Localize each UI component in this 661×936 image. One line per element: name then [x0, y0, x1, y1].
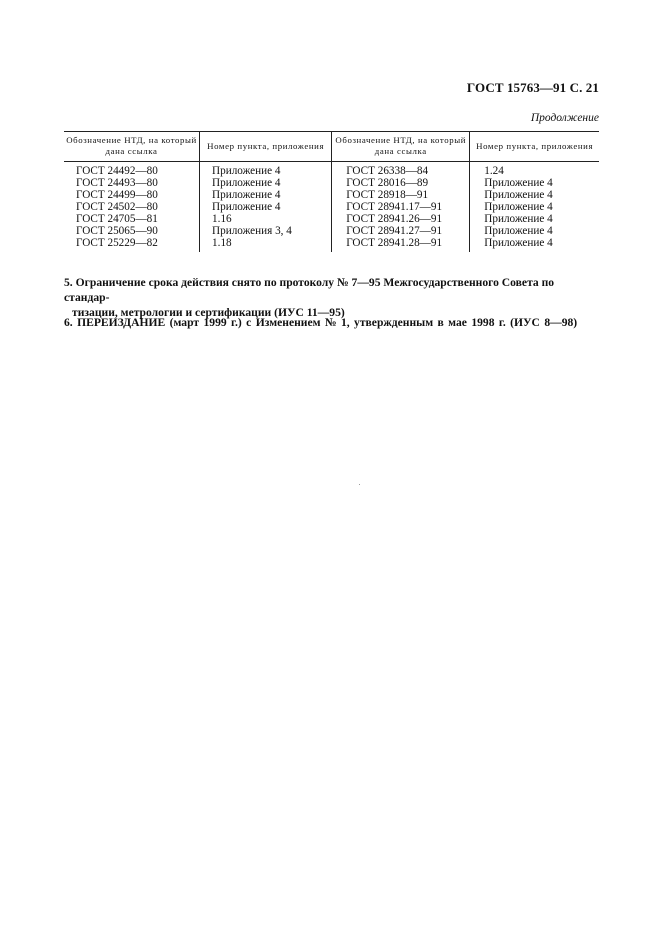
- column-header-clause: Номер пункта, приложения: [470, 132, 599, 162]
- reference-table: [64, 131, 599, 252]
- table-row: [64, 189, 599, 201]
- table-cell: Приложение 4: [200, 189, 332, 201]
- table-cell: ГОСТ 28941.17—91: [332, 201, 470, 213]
- table-header-row: [64, 132, 599, 162]
- table-cell: ГОСТ 28941.28—91: [332, 237, 470, 252]
- table-cell: ГОСТ 28016—89: [332, 177, 470, 189]
- table-cell: Приложение 4: [470, 237, 599, 252]
- table-cell: Приложение 4: [200, 162, 332, 178]
- column-header-document: Обозначение НТД, на который дана ссылка: [332, 132, 470, 162]
- table-cell: ГОСТ 28941.27—91: [332, 225, 470, 237]
- table-cell: Приложение 4: [470, 201, 599, 213]
- table-cell: ГОСТ 28941.26—91: [332, 213, 470, 225]
- continuation-label: Продолжение: [530, 112, 599, 124]
- table-cell: Приложение 4: [470, 213, 599, 225]
- note-line: 5. Ограничение срока действия снято по протоколу № 7—95 Межгосударственного Совета по стандар-: [64, 276, 555, 304]
- page-header: ГОСТ 15763—91 С. 21: [466, 80, 599, 95]
- table-cell: ГОСТ 24705—81: [76, 213, 158, 225]
- column-header-clause: Номер пункта, приложения: [200, 132, 332, 162]
- table-cell: ГОСТ 24492—80: [76, 165, 158, 177]
- table-row: [64, 213, 599, 225]
- table-row: [64, 201, 599, 213]
- table-cell: Приложения 3, 4: [200, 225, 332, 237]
- note-reissue: 6. ПЕРЕИЗДАНИЕ (март 1999 г.) с Изменением № 1, утвержденным в мае 1998 г. (ИУС 8—98): [64, 316, 578, 329]
- table-cell: Приложение 4: [200, 201, 332, 213]
- table-cell: ГОСТ 24493—80: [76, 177, 158, 189]
- table-cell: ГОСТ 24502—80: [76, 201, 158, 213]
- table-row: [64, 237, 599, 252]
- note-validity-period: [64, 275, 600, 320]
- table-cell: ГОСТ 24499—80: [76, 189, 158, 201]
- table-cell: ГОСТ 25065—90: [76, 225, 158, 237]
- table-cell: ГОСТ 28918—91: [332, 189, 470, 201]
- table-cell: 1.18: [200, 237, 332, 252]
- table-row: [64, 162, 599, 178]
- table-row: [64, 225, 599, 237]
- table-cell: Приложение 4: [470, 177, 599, 189]
- scan-speck: [359, 484, 360, 485]
- table-cell: 1.24: [470, 162, 599, 178]
- table-cell: ГОСТ 26338—84: [332, 162, 470, 178]
- table-cell: Приложение 4: [200, 177, 332, 189]
- table-cell: ГОСТ 25229—82: [76, 237, 158, 249]
- table-cell: 1.16: [200, 213, 332, 225]
- table-cell: Приложение 4: [470, 189, 599, 201]
- table-cell: Приложение 4: [470, 225, 599, 237]
- column-header-document: Обозначение НТД, на который дана ссылка: [64, 132, 200, 162]
- note-line: тизации, метрологии и сертификации (ИУС 11—95): [72, 306, 345, 319]
- table-row: [64, 177, 599, 189]
